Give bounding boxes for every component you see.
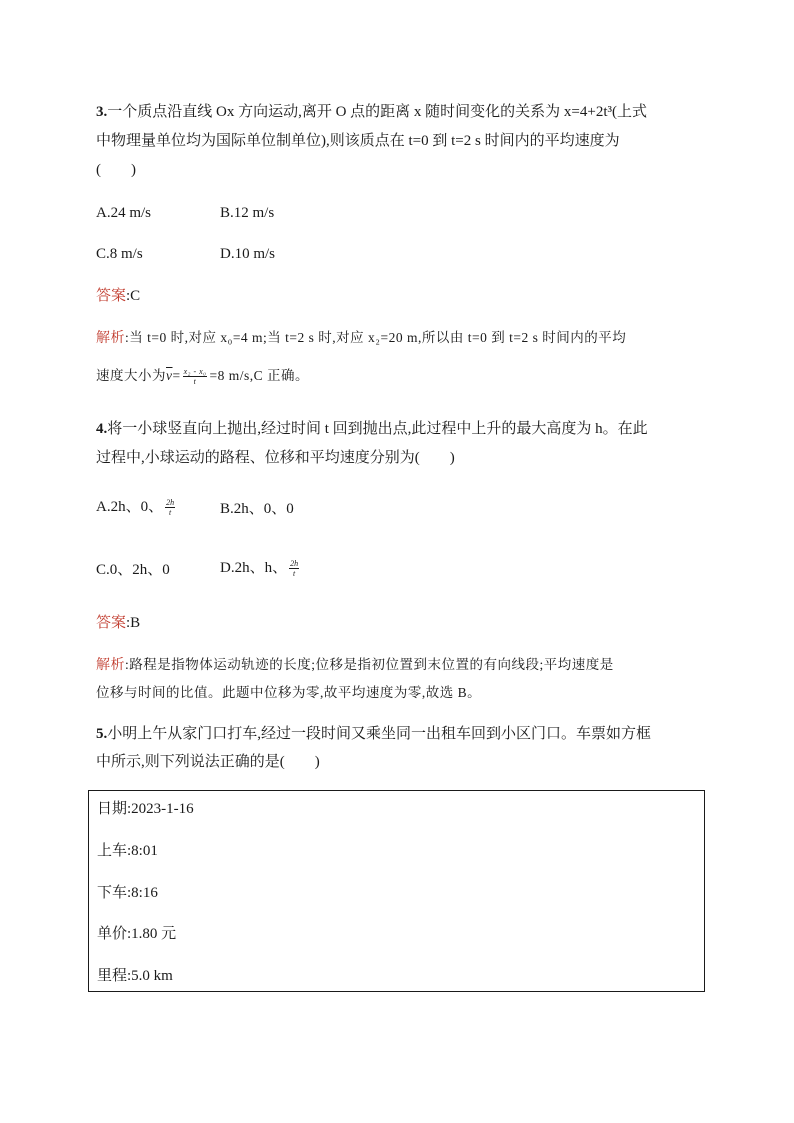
q3-explanation-eq: = — [172, 368, 181, 383]
q5-line1 — [96, 724, 651, 744]
q3-answer — [96, 286, 140, 306]
q3-explanation-vbar: $\overline{v}$ — [166, 368, 173, 383]
q4-option-d-fraction — [289, 559, 299, 578]
q3-line1 — [96, 102, 647, 122]
q4-option-a-text: A.2h、0、 — [96, 499, 164, 515]
q3-text-line2: 中物理量单位均为国际单位制单位),则该质点在 t=0 到 t=2 s 时间内的平均速度为 — [96, 133, 620, 149]
q4-a-frac-den: t — [168, 508, 172, 518]
q4-answer — [96, 613, 140, 633]
ticket-date: 日期:2023-1-16 — [97, 801, 194, 817]
q3-explanation-text1: :当 t=0 时,对应 x₀=4 m;当 t=2 s 时,对应 x₂=20 m,所以由 t=0 到 t=2 s 时间内的平均 — [125, 330, 627, 345]
q4-line1 — [96, 419, 648, 439]
q4-answer-label: 答案 — [96, 615, 127, 631]
q3-option-a[interactable]: A.24 m/s — [96, 205, 152, 221]
q4-option-d-text: D.2h、h、 — [220, 560, 288, 576]
ticket-alight-time: 下车:8:16 — [97, 885, 158, 901]
q4-option-c[interactable]: C.0、2h、0 — [96, 562, 170, 578]
q3-explanation-pre: 速度大小为 — [96, 368, 166, 383]
q4-explanation-line1 — [96, 655, 614, 676]
q3-explanation-line1 — [96, 328, 626, 349]
q4-option-a[interactable] — [96, 497, 177, 517]
q4-option-a-fraction — [165, 498, 175, 517]
q3-explanation-label: 解析 — [96, 331, 125, 346]
q4-text-line1: 将一小球竖直向上抛出,经过时间 t 回到抛出点,此过程中上升的最大高度为 h。在此 — [107, 421, 648, 437]
q3-option-b[interactable]: B.12 m/s — [220, 205, 275, 221]
q4-answer-value: :B — [126, 615, 141, 631]
q3-option-d[interactable]: D.10 m/s — [220, 246, 276, 262]
q3-option-c[interactable]: C.8 m/s — [96, 246, 143, 262]
q4-a-frac-num: 2h — [166, 498, 175, 508]
q3-frac-den: t — [193, 377, 197, 387]
q3-answer-value: :C — [126, 288, 141, 304]
q4-option-b[interactable]: B.2h、0、0 — [220, 501, 294, 517]
q4-d-frac-den: t — [292, 569, 296, 579]
q5-text-line2: 中所示,则下列说法正确的是( ) — [96, 754, 320, 770]
q4-explanation-text1: :路程是指物体运动轨迹的长度;位移是指初位置到末位置的有向线段;平均速度是 — [125, 657, 614, 672]
q3-explanation-line2 — [96, 366, 309, 386]
q3-explanation-post: =8 m/s,C 正确。 — [209, 368, 309, 383]
q3-number: 3. — [96, 104, 108, 120]
q3-frac-num: x₂ - x₀ — [183, 367, 207, 377]
taxi-ticket-box — [88, 790, 705, 992]
q3-explanation-fraction — [183, 367, 208, 386]
q3-blank: ( ) — [96, 162, 136, 178]
ticket-unit-price: 单价:1.80 元 — [97, 926, 177, 942]
q3-text-line1: 一个质点沿直线 Ox 方向运动,离开 O 点的距离 x 随时间变化的关系为 x=4+2t³(上式 — [107, 104, 647, 120]
q5-text-line1: 小明上午从家门口打车,经过一段时间又乘坐同一出租车回到小区门口。车票如方框 — [107, 726, 652, 742]
q3-answer-label: 答案 — [96, 288, 127, 304]
q4-text-line2: 过程中,小球运动的路程、位移和平均速度分别为( ) — [96, 450, 455, 466]
q4-option-d[interactable] — [220, 558, 301, 578]
ticket-board-time: 上车:8:01 — [97, 843, 158, 859]
q5-number: 5. — [96, 726, 108, 742]
q4-number: 4. — [96, 421, 108, 437]
q4-explanation-line2: 位移与时间的比值。此题中位移为零,故平均速度为零,故选 B。 — [96, 685, 482, 700]
q4-explanation-label: 解析 — [96, 658, 125, 673]
ticket-distance: 里程:5.0 km — [97, 968, 173, 984]
q4-d-frac-num: 2h — [290, 559, 299, 569]
